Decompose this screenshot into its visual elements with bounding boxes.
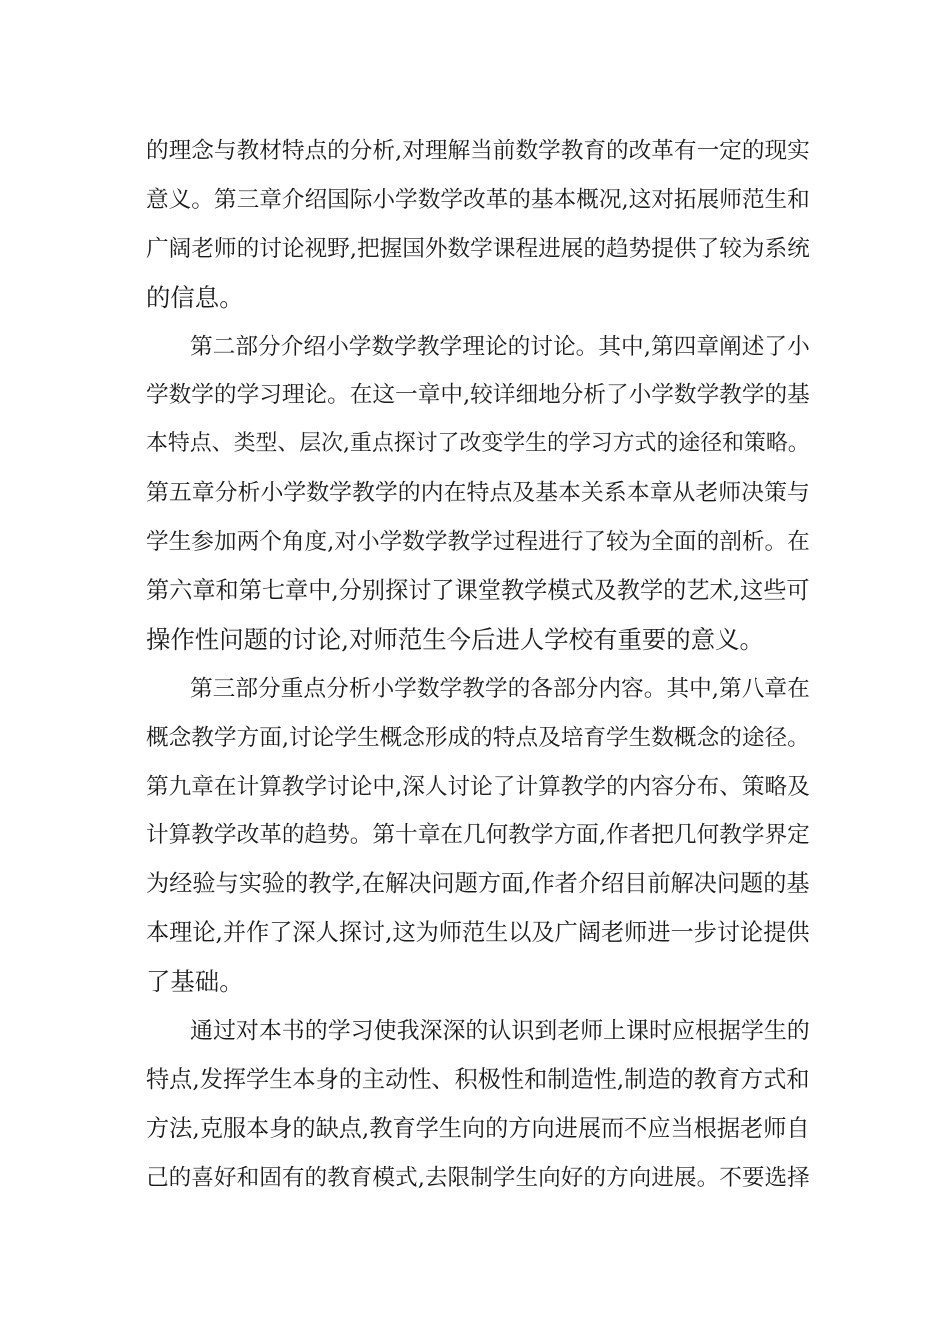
text-line: 为经验与实验的教学,在解决问题方面,作者介绍目前解决问题的基 (146, 870, 810, 898)
text-line: 方法,克服本身的缺点,教育学生向的方向进展而不应当根据老师自 (146, 1114, 810, 1142)
text-line: 第六章和第七章中,分别探讨了课堂教学模式及教学的艺术,这些可 (146, 577, 810, 605)
text-line: 第九章在计算教学讨论中,深人讨论了计算教学的内容分布、策略及 (146, 773, 810, 800)
body-text (146, 127, 826, 1203)
text-line: 己的喜好和固有的教育模式,去限制学生向好的方向进展。不要选择 (146, 1164, 810, 1191)
text-line: 通过对本书的学习使我深深的认识到老师上课时应根据学生的 (190, 1018, 810, 1045)
text-line: 概念教学方面,讨论学生概念形成的特点及培育学生数概念的途径。 (146, 724, 810, 751)
text-line: 第二部分介绍小学数学教学理论的讨论。其中,第四章阐述了小 (190, 333, 810, 360)
text-line: 计算教学改革的趋势。第十章在几何教学方面,作者把几何教学界定 (146, 822, 810, 849)
text-line: 广阔老师的讨论视野,把握国外数学课程进展的趋势提供了较为系统 (146, 235, 810, 262)
text-line: 学生参加两个角度,对小学数学教学过程进行了较为全面的剖析。在 (146, 529, 810, 556)
text-line: 意义。第三章介绍国际小学数学改革的基本概况,这对拓展师范生和 (146, 186, 810, 213)
text-line: 的理念与教材特点的分析,对理解当前数学教育的改革有一定的现实 (146, 138, 810, 164)
text-line: 了基础。 (146, 967, 244, 997)
text-line: 本理论,并作了深人探讨,这为师范生以及广阔老师进一步讨论提供 (146, 919, 810, 947)
text-line: 的信息。 (146, 282, 244, 312)
text-line: 第三部分重点分析小学数学教学的各部分内容。其中,第八章在 (190, 675, 810, 702)
text-line: 学数学的学习理论。在这一章中,较详细地分析了小学数学教学的基 (146, 382, 810, 409)
text-line: 第五章分析小学数学教学的内在特点及基本关系本章从老师决策与 (146, 480, 810, 507)
text-line: 操作性问题的讨论,对师范生今后进人学校有重要的意义。 (146, 624, 764, 654)
text-line: 本特点、类型、层次,重点探讨了改变学生的学习方式的途径和策略。 (146, 431, 810, 457)
text-line: 特点,发挥学生本身的主动性、积极性和制造性,制造的教育方式和 (146, 1065, 810, 1093)
